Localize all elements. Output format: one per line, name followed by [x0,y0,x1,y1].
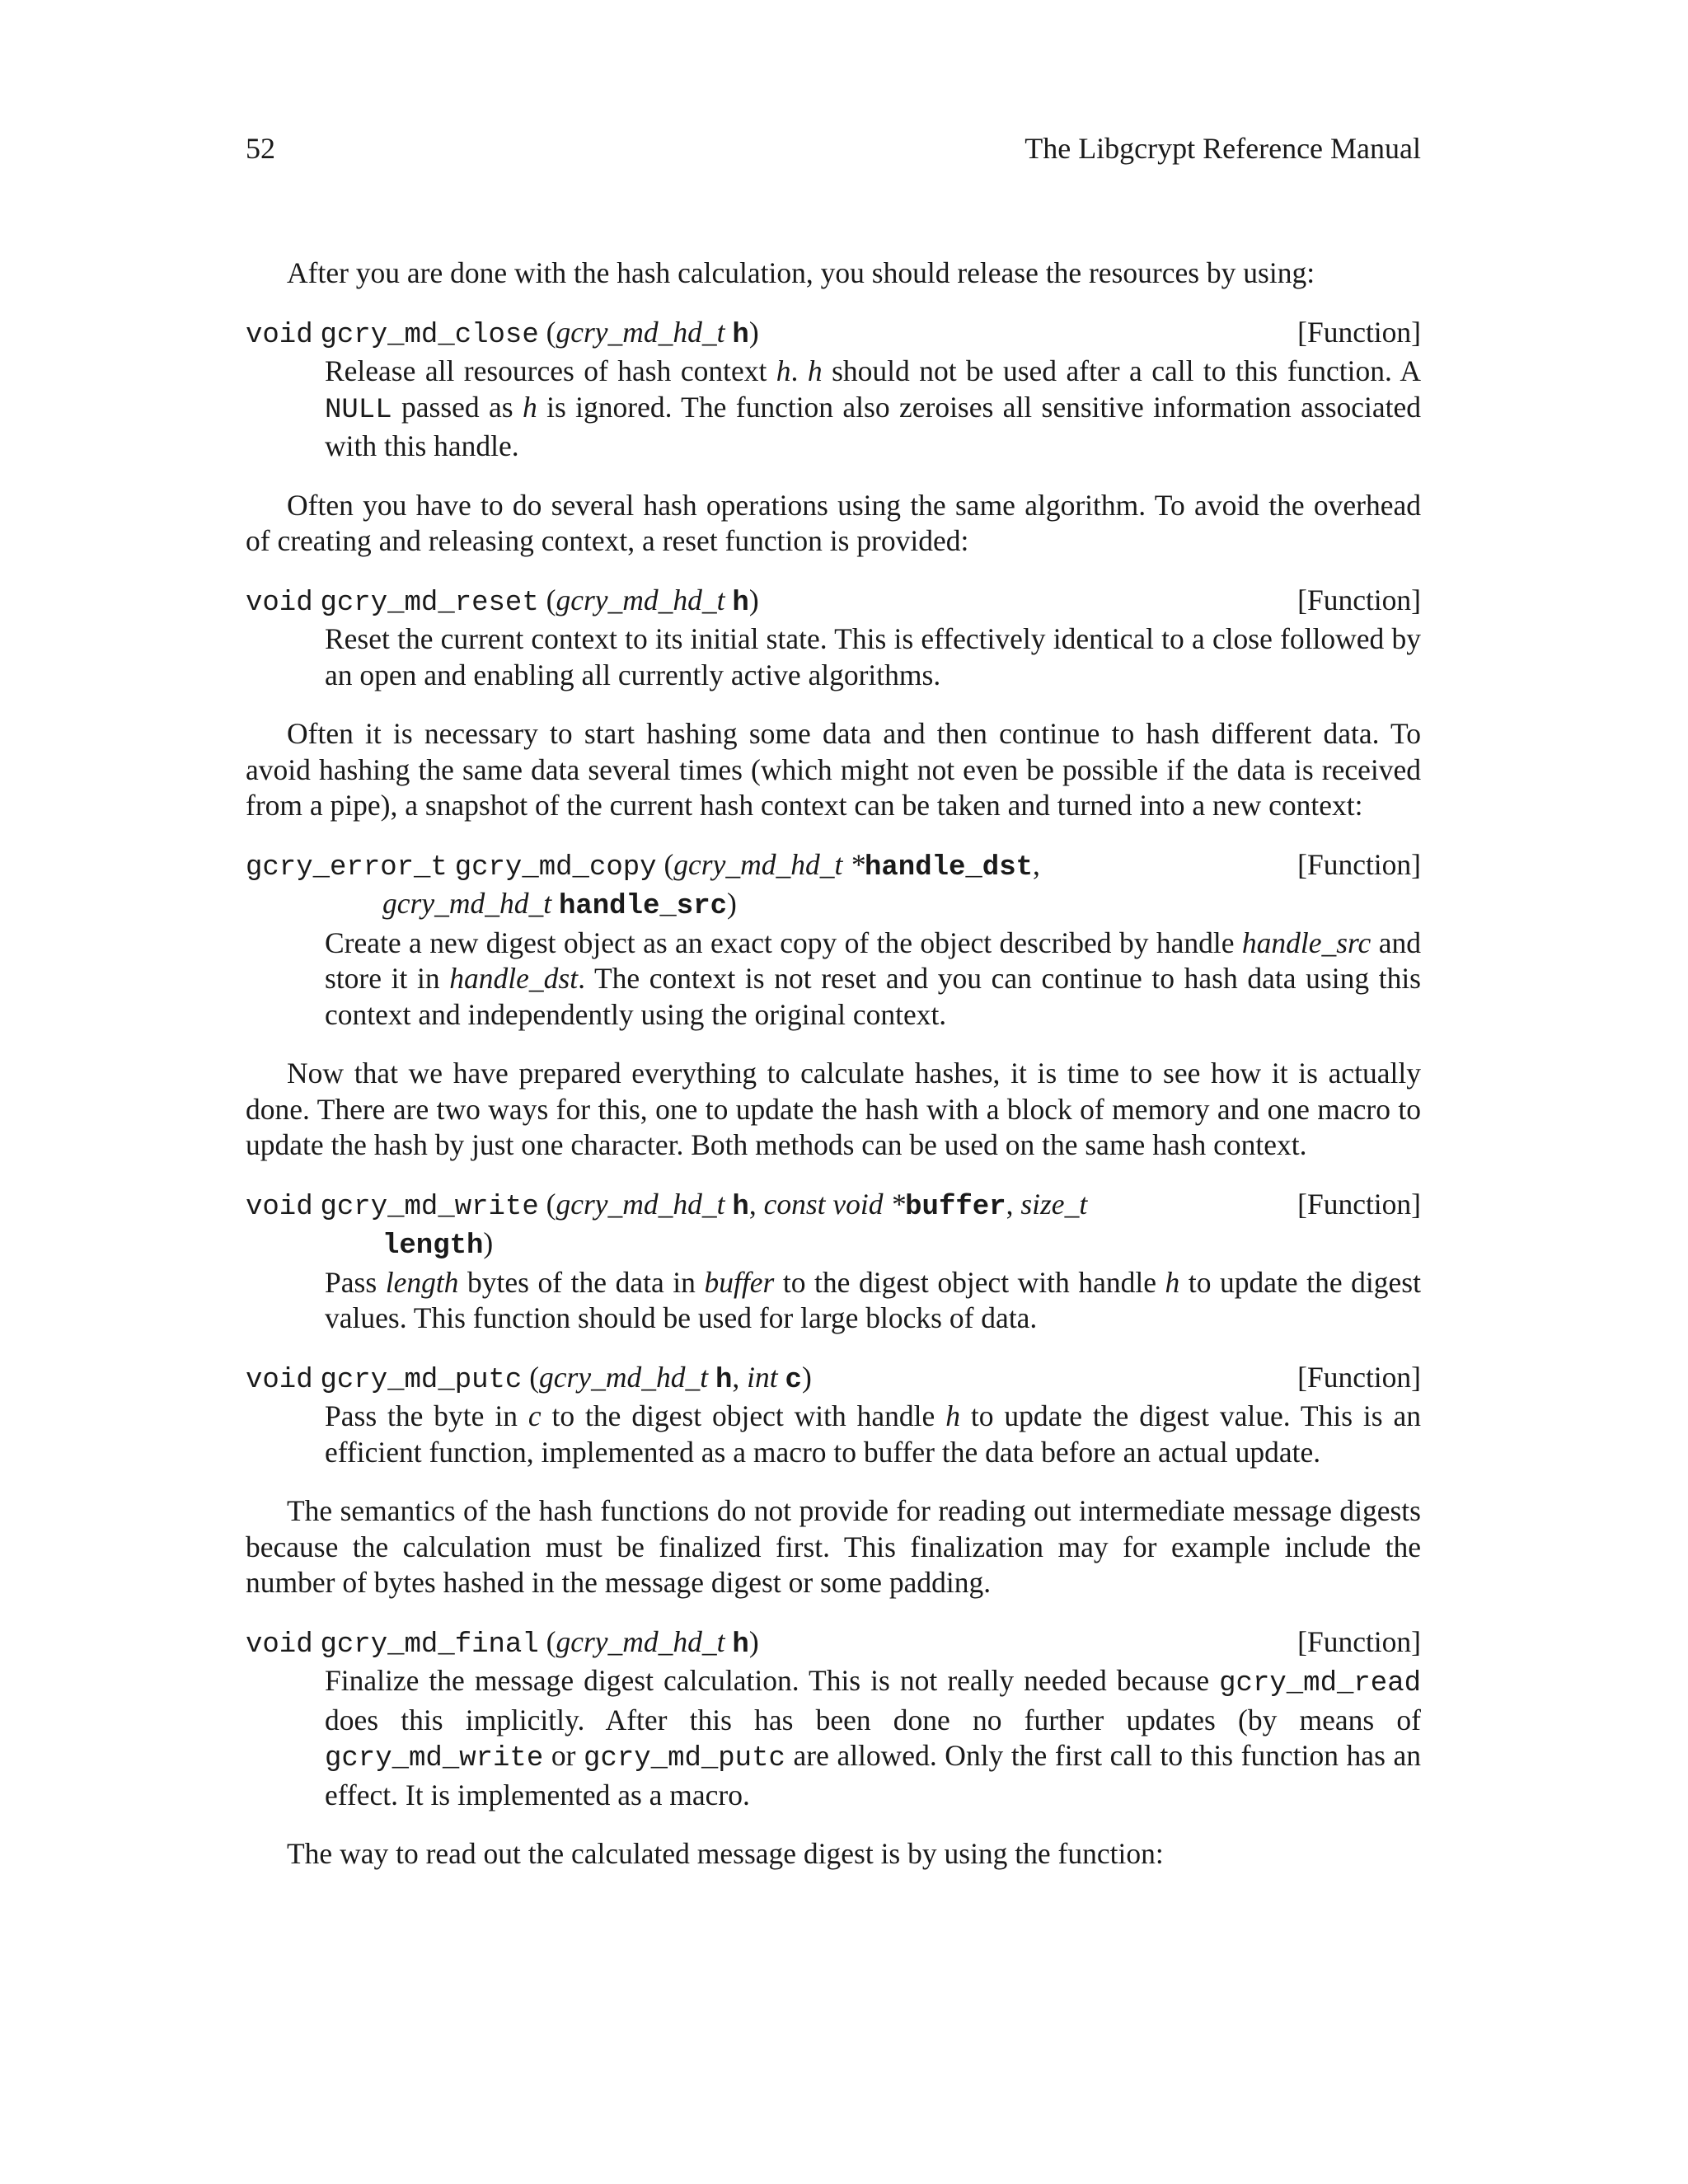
description: Create a new digest object as an exact copy of the object described by handle handle_src and store it in handle_dst. The context is not reset and you can continue to hash data using this context and independently using the original context. [325,926,1421,1031]
paragraph-copy-intro: Often it is necessary to start hashing some data and then continue to hash different data. To avoid hashing the same data several times (which might not even be possible if the data is received from a pipe), a snapshot of the current hash context can be taken and turned into a new context: [246,717,1421,822]
def-gcry-md-final [246,1624,1421,1814]
signature: void gcry_md_write (gcry_md_hd_t h, const void *buffer, size_t [246,1187,1088,1223]
signature-continuation: length) [382,1226,494,1262]
def-gcry-md-close [246,315,1421,465]
page-number: 52 [246,132,275,165]
description: Release all resources of hash context h. h should not be used after a call to this function. A NULL passed as h is ignored. The function also zeroises all sensitive information associated with this handle. [325,354,1422,462]
paragraph-read-intro: The way to read out the calculated message digest is by using the function: [287,1837,1164,1870]
function-name: gcry_md_putc [320,1364,523,1396]
def-gcry-md-write [246,1187,1421,1337]
function-tag: [Function] [1297,1360,1421,1394]
def-gcry-md-putc [246,1360,1421,1471]
def-gcry-md-reset [246,583,1421,694]
running-title: The Libgcrypt Reference Manual [1025,132,1421,165]
signature-continuation: gcry_md_hd_t handle_src) [382,887,737,922]
function-tag: [Function] [1297,1624,1421,1658]
paragraph-release: After you are done with the hash calculation, you should release the resources by using: [287,256,1315,289]
running-header [246,130,1421,166]
description: Reset the current context to its initial state. This is effectively identical to a close followed by an open and enabling all currently active algorithms. [325,622,1421,691]
paragraph-reset-intro: Often you have to do several hash operations using the same algorithm. To avoid the overhead of creating and releasing context, a reset function is provided: [246,488,1421,557]
signature: void gcry_md_putc (gcry_md_hd_t h, int c) [246,1360,812,1396]
function-tag: [Function] [1297,583,1421,616]
page-content [246,255,1421,1872]
function-name: gcry_md_copy [454,851,657,883]
function-name: gcry_md_reset [320,587,539,619]
signature: void gcry_md_close (gcry_md_hd_t h) [246,315,759,351]
function-name: gcry_md_write [320,1191,539,1223]
function-tag: [Function] [1297,315,1421,349]
description: Pass the byte in c to the digest object with handle h to update the digest value. This is an efficient function, implemented as a macro to buffer the data before an actual update. [325,1399,1422,1469]
page [246,130,1421,1896]
signature: gcry_error_t gcry_md_copy (gcry_md_hd_t *handle_dst, [246,847,1040,883]
paragraph-semantics: The semantics of the hash functions do not provide for reading out intermediate message digests because the calculation must be finalized first. This finalization may for example include the number of bytes hashed in the message digest or some padding. [246,1494,1421,1599]
function-name: gcry_md_final [320,1629,539,1661]
description: Finalize the message digest calculation. This is not really needed because gcry_md_read does this implicitly. After this has been done no further updates (by means of gcry_md_write or gcry_md_putc are allowed. Only the first call to this function has an effect. It is implemented as a macro. [325,1664,1421,1811]
paragraph-update-intro: Now that we have prepared everything to calculate hashes, it is time to see how it is actually done. There are two ways for this, one to update the hash with a block of memory and one macro to update the hash by just one character. Both methods can be used on the same hash context. [246,1057,1421,1161]
description: Pass length bytes of the data in buffer to the digest object with handle h to update the digest values. This function should be used for large blocks of data. [325,1265,1421,1334]
function-tag: [Function] [1297,1187,1421,1221]
function-tag: [Function] [1297,847,1421,881]
signature: void gcry_md_reset (gcry_md_hd_t h) [246,583,759,619]
def-gcry-md-copy [246,847,1421,1033]
signature: void gcry_md_final (gcry_md_hd_t h) [246,1624,759,1661]
function-name: gcry_md_close [320,319,539,351]
